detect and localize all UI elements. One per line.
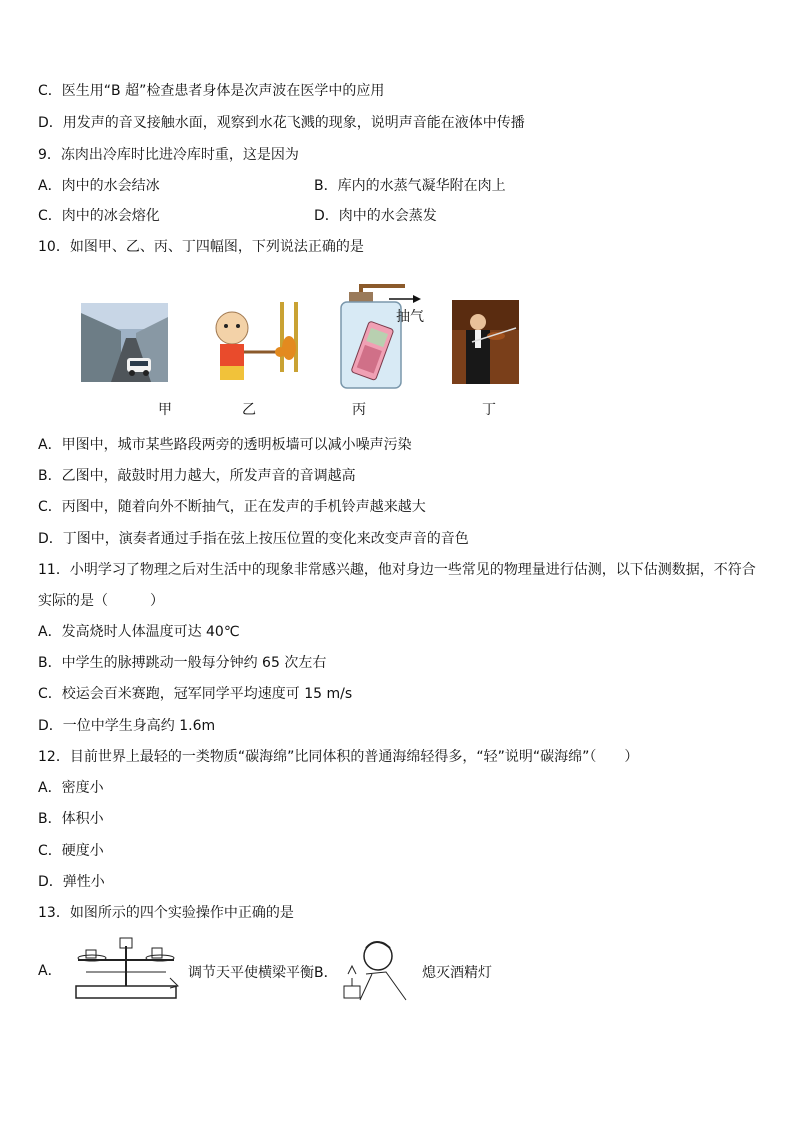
caption-ding: 丁 <box>482 402 496 418</box>
figure-jia-sound-barrier <box>81 303 168 382</box>
q10-option-a: A．甲图中，城市某些路段两旁的透明板墙可以减小噪声污染 <box>38 437 412 453</box>
q13-option-a-prefix: A． <box>38 963 62 979</box>
question-11-line-1: 11．小明学习了物理之后对生活中的现象非常感兴趣，他对身边一些常见的物理量进行估测，以下估测数据，不符合 <box>38 562 756 578</box>
q12-option-c: C．硬度小 <box>38 843 104 859</box>
q11-option-b: B．中学生的脉搏跳动一般每分钟约 65 次左右 <box>38 655 327 671</box>
option-d-previous: D．用发声的音叉接触水面，观察到水花飞溅的现象，说明声音能在液体中传播 <box>38 115 525 131</box>
label-pump-air: 抽气 <box>396 309 424 325</box>
q11-option-d: D．一位中学生身高约 1.6m <box>38 718 216 734</box>
question-10: 10．如图甲、乙、丙、丁四幅图，下列说法正确的是 <box>38 239 364 255</box>
figure-bing-bell-jar-phone <box>335 282 435 390</box>
q13-option-b-prefix: B． <box>314 965 338 981</box>
q10-option-c: C．丙图中，随着向外不断抽气，正在发声的手机铃声越来越大 <box>38 499 426 515</box>
q12-option-d: D．弹性小 <box>38 874 105 890</box>
q13-option-a-text: 调节天平使横梁平衡 <box>188 965 314 981</box>
question-11-line-2: 实际的是（ ） <box>38 593 164 609</box>
q12-option-a: A．密度小 <box>38 780 104 796</box>
figure-balance-scale <box>66 936 186 1002</box>
q9-option-d: D．肉中的水会蒸发 <box>314 208 437 224</box>
q10-option-b: B．乙图中，敲鼓时用力越大，所发声音的音调越高 <box>38 468 356 484</box>
figure-yi-striking-drum <box>210 300 300 390</box>
option-c-previous: C．医生用“B 超”检查患者身体是次声波在医学中的应用 <box>38 83 385 99</box>
q9-option-b: B．库内的水蒸气凝华附在肉上 <box>314 178 506 194</box>
question-9: 9．冻肉出冷库时比进冷库时重，这是因为 <box>38 147 299 163</box>
figure-ding-violinist <box>452 300 519 384</box>
q13-option-b-text: 熄灭酒精灯 <box>422 965 492 981</box>
q10-option-d: D．丁图中，演奏者通过手指在弦上按压位置的变化来改变声音的音色 <box>38 531 469 547</box>
q11-option-a: A．发高烧时人体温度可达 40℃ <box>38 624 240 640</box>
q11-option-c: C．校运会百米赛跑，冠军同学平均速度可 15 m/s <box>38 686 353 702</box>
caption-yi: 乙 <box>242 402 256 418</box>
caption-jia: 甲 <box>158 402 172 418</box>
figure-blowing-out-alcohol-lamp <box>336 934 416 1004</box>
q9-option-a: A．肉中的水会结冰 <box>38 178 160 194</box>
question-13: 13．如图所示的四个实验操作中正确的是 <box>38 905 294 921</box>
question-12: 12．目前世界上最轻的一类物质“碳海绵”比同体积的普通海绵轻得多，“轻”说明“碳海绵”（ ） <box>38 749 639 765</box>
q9-option-c: C．肉中的冰会熔化 <box>38 208 160 224</box>
caption-bing: 丙 <box>352 402 366 418</box>
q12-option-b: B．体积小 <box>38 811 104 827</box>
